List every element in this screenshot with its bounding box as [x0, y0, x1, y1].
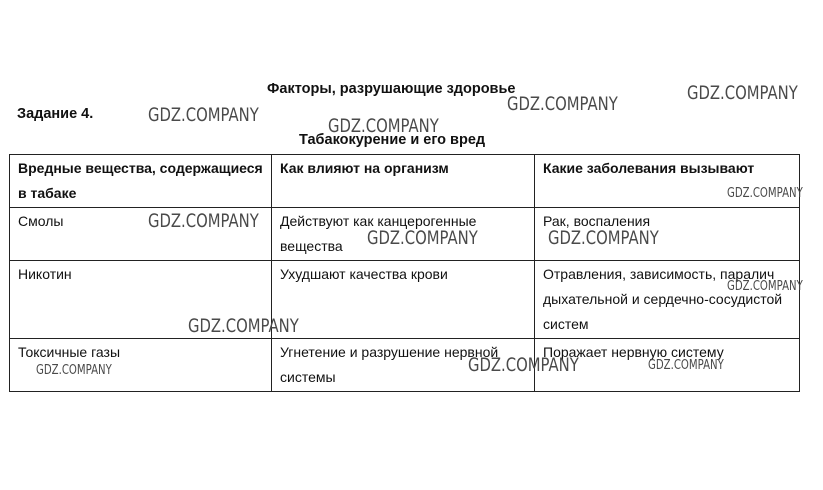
- watermark-text: GDZ.COMPANY: [727, 186, 803, 201]
- cell-diseases: Рак, воспаления: [535, 208, 800, 261]
- cell-effect: Действуют как канцерогенные вещества: [272, 208, 535, 261]
- watermark-text: GDZ.COMPANY: [648, 358, 724, 373]
- table-header-row: [10, 155, 800, 208]
- harmful-substances-table: [9, 154, 800, 392]
- task-label: Задание 4.: [17, 106, 94, 122]
- cell-substance: Никотин: [10, 261, 272, 339]
- table-row: [10, 208, 800, 261]
- cell-substance: Смолы: [10, 208, 272, 261]
- watermark-text: GDZ.COMPANY: [507, 93, 618, 115]
- watermark-text: GDZ.COMPANY: [188, 315, 299, 337]
- cell-effect: Ухудшают качества крови: [272, 261, 535, 339]
- cell-diseases: Отравления, зависимость, паралич дыхательной и сердечно-сосудистой систем: [535, 261, 800, 339]
- column-header-substances: Вредные вещества, содержащиеся в табаке: [10, 155, 272, 208]
- watermark-text: GDZ.COMPANY: [148, 210, 259, 232]
- watermark-text: GDZ.COMPANY: [328, 115, 439, 137]
- table-caption: Табакокурение и его вред: [299, 132, 486, 148]
- watermark-text: GDZ.COMPANY: [148, 104, 259, 126]
- table-row: [10, 261, 800, 339]
- cell-diseases: Поражает нервную систему: [535, 339, 800, 392]
- watermark-text: GDZ.COMPANY: [548, 227, 659, 249]
- watermark-text: GDZ.COMPANY: [687, 82, 798, 104]
- watermark-text: GDZ.COMPANY: [367, 227, 478, 249]
- watermark-text: GDZ.COMPANY: [727, 279, 803, 294]
- column-header-effect: Как влияют на организм: [272, 155, 535, 208]
- cell-effect: Угнетение и разрушение нервной системы: [272, 339, 535, 392]
- document-title: Факторы, разрушающие здоровье: [267, 81, 516, 97]
- watermark-text: GDZ.COMPANY: [468, 354, 579, 376]
- watermark-text: GDZ.COMPANY: [36, 363, 112, 378]
- table-row: [10, 339, 800, 392]
- column-header-diseases: Какие заболевания вызывают: [535, 155, 800, 208]
- cell-substance: Токсичные газы: [10, 339, 272, 392]
